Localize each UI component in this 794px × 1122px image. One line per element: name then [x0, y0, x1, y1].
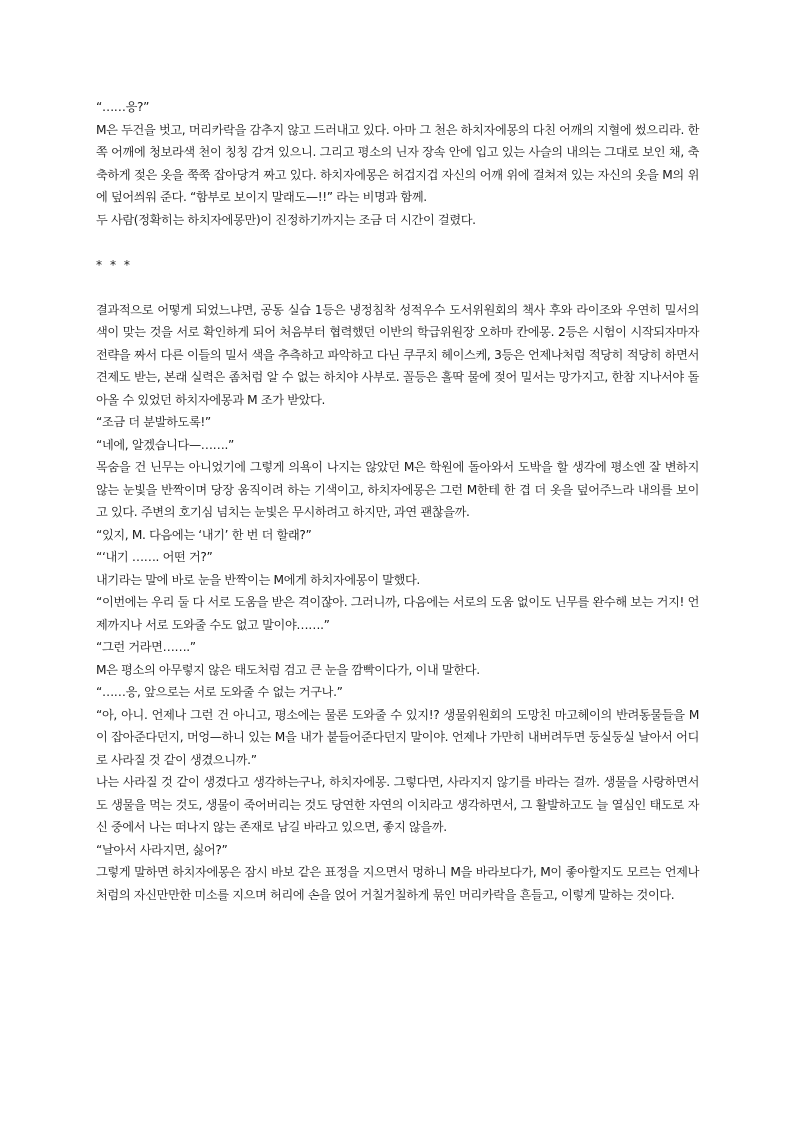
paragraph: 목숨을 건 닌무는 아니었기에 그렇게 의욕이 나지는 않았던 M은 학원에 돌아와서 도박을 할 생각에 평소엔 잘 변하지 않는 눈빛을 반짝이며 당장 움직이려 하는 기색이고, 하치자에몽은 그런 M한테 한 겹 더 옷을 덮어주느라 내의를 보이고 있다. 주변의 호기심 넘치는 눈빛은 무시하려고 하지만, 과연 괜찮을까.: [96, 460, 699, 519]
paragraph: M은 평소의 아무렇지 않은 태도처럼 검고 큰 눈을 깜빡이다가, 이내 말한다.: [96, 662, 480, 677]
dialogue-line: “날아서 사라지면, 싫어?”: [96, 842, 228, 857]
paragraph: 그렇게 말하면 하치자에몽은 잠시 바보 같은 표정을 지으면서 멍하니 M을 바라보다가, M이 좋아할지도 모르는 언제나처럼의 자신만만한 미소를 지으며 허리에 손을 얹어 거칠거칠하게 묶인 머리카락을 흔들고, 이렇게 말하는 것이다.: [96, 865, 699, 902]
dialogue-line: “……응, 앞으로는 서로 도와줄 수 없는 거구나.”: [96, 685, 343, 699]
blank-line: [96, 231, 699, 254]
dialogue-line: “……응?”: [96, 100, 150, 114]
paragraph: 결과적으로 어떻게 되었느냐면, 공동 실습 1등은 냉정침착 성적우수 도서위원회의 책사 후와 라이조와 우연히 밀서의 색이 맞는 것을 서로 확인하게 되어 처음부터 협력했던 이반의 학급위원장 오하마 칸에몽. 2등은 시험이 시작되자마자 전략을 짜서 다른 이들의 밀서 색을 추측하고 파악하고 다닌 쿠쿠치 헤이스케, 3등은 언제나처럼 적당히 적당히 하면서 견제도 받는, 본래 실력은 좀처럼 알 수 없는 하치야 사부로. 꼴등은 홀딱 물에 젖어 밀서는 망가지고, 한참 지나서야 돌아올 수 있었던 하치자에몽과 M 조가 받았다.: [96, 302, 699, 407]
paragraph: M은 두건을 벗고, 머리카락을 감추지 않고 드러내고 있다. 아마 그 천은 하치자에몽의 다친 어깨의 지혈에 썼으리라. 한쪽 어깨에 청보라색 천이 칭칭 감겨 있으니. 그리고 평소의 닌자 장속 안에 입고 있는 사슬의 내의는 그대로 보인 채, 축축하게 젖은 옷을 쭉쭉 잡아당겨 짜고 있다. 하치자에몽은 허겁지겁 자신의 어깨 위에 걸쳐져 있는 자신의 옷을 M의 위에 덮어씌워 준다. “함부로 보이지 말래도—!!” 라는 비명과 함께.: [96, 122, 699, 204]
paragraph: 두 사람(정확히는 하치자에몽만)이 진정하기까지는 조금 더 시간이 걸렸다.: [96, 212, 476, 227]
dialogue-line: “있지, M. 다음에는 ‘내기’ 한 번 더 할래?”: [96, 527, 312, 542]
document-page: [96, 96, 699, 906]
dialogue-line: “이번에는 우리 둘 다 서로 도움을 받은 격이잖아. 그러니까, 다음에는 서로의 도움 없이도 닌무를 완수해 보는 거지! 언제까지나 서로 도와줄 수도 없고 말이야…….”: [96, 595, 699, 632]
blank-line: [96, 276, 699, 299]
dialogue-line: “조금 더 분발하도록!”: [96, 415, 211, 429]
paragraph: 나는 사라질 것 같이 생겼다고 생각하는구나, 하치자에몽. 그렇다면, 사라지지 않기를 바라는 걸까. 생물을 사랑하면서도 생물을 먹는 것도, 생물이 죽어버리는 것도 당연한 자연의 이치라고 생각하면서, 그 활발하고도 늘 열심인 태도로 자신 중에서 나는 떠나지 않는 존재로 남길 바라고 있으면, 좋지 않을까.: [96, 775, 699, 834]
paragraph: 내기라는 말에 바로 눈을 반짝이는 M에게 하치자에몽이 말했다.: [96, 572, 420, 587]
dialogue-line: “네에, 알겠습니다—…….”: [96, 437, 234, 452]
dialogue-line: “‘내기 ……. 어떤 거?”: [96, 550, 213, 564]
section-separator: * * *: [96, 257, 133, 272]
dialogue-line: “아, 아니. 언제나 그런 건 아니고, 평소에는 물론 도와줄 수 있지!? 생물위원회의 도망친 마고헤이의 반려동물들을 M이 잡아준다던지, 머엉—하니 있는 M을 내가 붙들어준다던지 말이야. 언제나 가만히 내버려두면 둥실둥실 날아서 어디로 사라질 것 같이 생겼으니까.”: [96, 707, 699, 767]
dialogue-line: “그런 거라면…….”: [96, 640, 196, 654]
